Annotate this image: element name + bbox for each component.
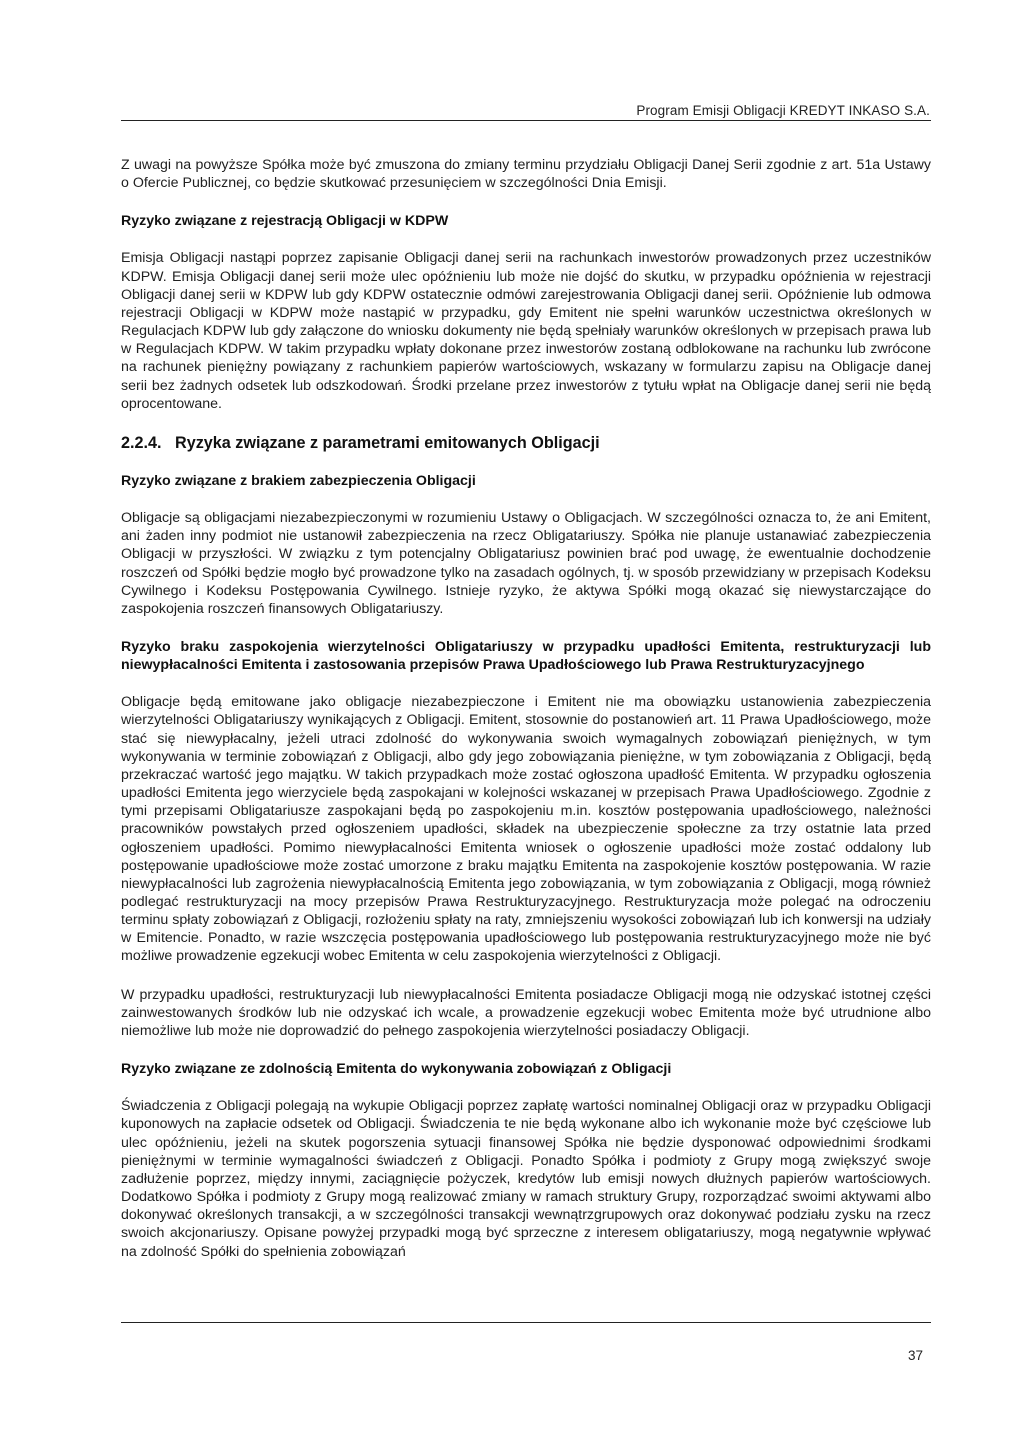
footer-divider bbox=[121, 1322, 931, 1323]
section-number: 2.2.4. bbox=[121, 433, 162, 452]
paragraph-bankruptcy-risk-2: W przypadku upadłości, restrukturyzacji lub niewypłacalności Emitenta posiadacze Obligacji mogą nie odzyskać istotnej części zainwestowanych środków lub nie odzyskać ich wcale, a prowadzenie egzekucji wobec Emitenta może być utrudnione albo niemożliwe lub może nie doprowadzić do pełnego zaspokojenia wierzytelności posiadaczy Obligacji. bbox=[121, 986, 931, 1039]
paragraph-capacity-risk: Świadczenia z Obligacji polegają na wykupie Obligacji poprzez zapłatę wartości nominalnej Obligacji oraz w przypadku Obligacji kuponowych na zapłacie odsetek od Obligacji. Świadczenia te nie będą wykonane albo ich wykonanie może być częściowe lub ulec opóźnieniu, jeżeli na skutek pogorszenia sytuacji finansowej Spółka nie będzie dysponować odpowiednimi środkami pieniężnymi w terminie wymagalności świadczeń z Obligacji. Ponadto Spółka i podmioty z Grupy mogą zwiększyć swoje zadłużenie poprzez, między innymi, zaciągnięcie pożyczek, kredytów lub emisji nowych dłużnych papierów wartościowych. Dodatkowo Spółka i podmioty z Grupy mogą realizować zmiany w ramach struktury Grupy, rozporządzać swoimi aktywami albo dokonywać określonych transakcji, a w szczególności transakcji wewnątrzgrupowych oraz dokonywać podziału zysku na rzecz swoich akcjonariuszy. Opisane powyżej przypadki mogą być sprzeczne z interesem obligatariuszy, mogą negatywnie wpływać na zdolność Spółki do spełnienia zobowiązań bbox=[121, 1098, 931, 1260]
header-divider bbox=[121, 120, 931, 121]
section-title: Ryzyka związane z parametrami emitowanych Obligacji bbox=[175, 433, 600, 452]
heading-security-risk: Ryzyko związane z brakiem zabezpieczenia Obligacji bbox=[121, 472, 476, 489]
running-header: Program Emisji Obligacji KREDYT INKASO S.A. bbox=[636, 103, 930, 118]
document-body bbox=[121, 156, 931, 1281]
page-number: 37 bbox=[907, 1348, 923, 1363]
paragraph-bankruptcy-risk-1: Obligacje będą emitowane jako obligacje niezabezpieczone i Emitent nie ma obowiązku ustanowienia zabezpieczenia wierzytelności Obligatariuszy wynikających z Obligacji. Emitent, stosownie do postanowień art. 11 Prawa Upadłościowego, może stać się niewypłacalny, jeżeli utraci zdolność do wykonywania swoich wymagalnych zobowiązań pieniężnych, w tym wykonywania w terminie zobowiązań z Obligacji, albo gdy jego zobowiązania pieniężne, w tym zobowiązania z Obligacji, będą przekraczać wartość jego majątku. W takich przypadkach może zostać ogłoszona upadłość Emitenta. W przypadku ogłoszenia upadłości Emitenta jego wierzyciele będą zaspokajani w kolejności wskazanej w przepisach Prawa Upadłościowego. Zgodnie z tymi przepisami Obligatariusze zaspokajani będą po zaspokojeniu m.in. kosztów postępowania upadłościowego, należności pracowników powstałych przed ogłoszeniem upadłości, składek na ubezpieczenie społeczne za trzy ostatnie lata przed ogłoszeniem upadłości. Pomimo niewypłacalności Emitenta wniosek o ogłoszenie upadłości może zostać oddalony lub postępowanie upadłościowe może zostać umorzone z braku majątku Emitenta na zaspokojenie kosztów postępowania. W razie niewypłacalności lub zagrożenia niewypłacalnością Emitenta jego zobowiązania, w tym zobowiązania z Obligacji, mogą również podlegać restrukturyzacji na mocy przepisów Prawa Restrukturyzacyjnego. Restrukturyzacja może polegać na odroczeniu terminu spłaty zobowiązań z Obligacji, rozłożeniu spłaty na raty, zmniejszeniu wysokości zobowiązań lub ich konwersji na udziały w Emitencie. Ponadto, w razie wszczęcia postępowania upadłościowego lub postępowania restrukturyzacyjnego może nie być możliwe prowadzenie egzekucji wobec Emitenta w celu zaspokojenia wierzytelności z Obligacji. bbox=[121, 694, 931, 965]
heading-bankruptcy-risk: Ryzyko braku zaspokojenia wierzytelności Obligatariuszy w przypadku upadłości Emitenta, restrukturyzacji lub niewypłacalności Emitenta i zastosowania przepisów Prawa Upadłościowego lub Prawa Restrukturyzacyjnego bbox=[121, 638, 931, 674]
heading-capacity-risk: Ryzyko związane ze zdolnością Emitenta do wykonywania zobowiązań z Obligacji bbox=[121, 1061, 672, 1078]
paragraph-security-risk: Obligacje są obligacjami niezabezpieczonymi w rozumieniu Ustawy o Obligacjach. W szczególności oznacza to, że ani Emitent, ani żaden inny podmiot nie ustanowił zabezpieczenia na rzecz Obligatariuszy. Spółka nie planuje ustanawiać zabezpieczenia Obligacji w przyszłości. W związku z tym potencjalny Obligatariusz powinien brać pod uwagę, że ewentualnie dochodzenie roszczeń od Spółki będzie mogło być prowadzone tylko na zasadach ogólnych, tj. w sposób przewidziany w przepisach Kodeksu Cywilnego i Kodeksu Postępowania Cywilnego. Istnieje ryzyko, że aktywa Spółki mogą okazać się niewystarczające do zaspokojenia roszczeń finansowych Obligatariuszy. bbox=[121, 510, 931, 617]
paragraph-kdpw-risk: Emisja Obligacji nastąpi poprzez zapisanie Obligacji danej serii na rachunkach inwestorów prowadzonych przez uczestników KDPW. Emisja Obligacji danej serii może ulec opóźnieniu lub może nie dojść do skutku, w przypadku opóźnienia w rejestracji Obligacji danej serii w KDPW lub gdy KDPW ostatecznie odmówi zarejestrowania Obligacji danej serii. Opóźnienie lub odmowa rejestracji Obligacji w KDPW może nastąpić w przypadku, gdy Emitent nie spełni warunków uczestnictwa określonych w Regulacjach KDPW lub gdy załączone do wniosku dokumenty nie będą spełniały warunków określonych w przepisach prawa lub w Regulacjach KDPW. W takim przypadku wpłaty dokonane przez inwestorów zostaną odblokowane na rachunku lub zwrócone na rachunek pieniężny powiązany z rachunkiem papierów wartościowych, wskazany w formularzu zapisu na Obligacje danej serii bez żadnych odsetek lub odszkodowań. Środki przelane przez inwestorów z tytułu wpłat na Obligacje danej serii nie będą oprocentowane. bbox=[121, 250, 931, 412]
heading-kdpw-risk: Ryzyko związane z rejestracją Obligacji w KDPW bbox=[121, 213, 449, 230]
paragraph-intro: Z uwagi na powyższe Spółka może być zmuszona do zmiany terminu przydziału Obligacji Danej Serii zgodnie z art. 51a Ustawy o Ofercie Publicznej, co będzie skutkować przesunięciem w szczególności Dnia Emisji. bbox=[121, 157, 931, 192]
section-heading bbox=[121, 433, 931, 453]
